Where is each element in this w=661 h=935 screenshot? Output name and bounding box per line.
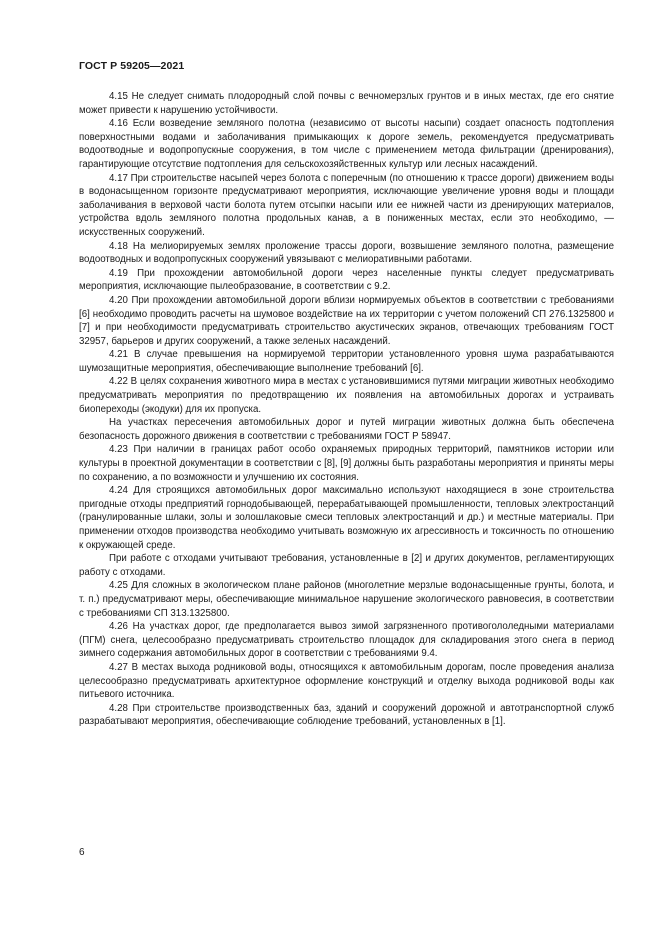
- paragraph-4-22: 4.22 В целях сохранения животного мира в местах с установившимися путями миграции животных необходимо предусматривать мероприятия по предотвращению их появления на автомобильных дорогах и устраивать биопереходы (экодуки) для их пропуска.: [79, 376, 614, 415]
- paragraph-4-26: 4.26 На участках дорог, где предполагается вывоз зимой загрязненного противогололедными материалами (ПГМ) снега, целесообразно предусматривать строительство площадок для складирования этого снега в период зимнего содержания автомобильных дорог в соответствии с требованиями 9.4.: [79, 621, 614, 660]
- paragraph-4-19: 4.19 При прохождении автомобильной дороги через населенные пункты следует предусматривать мероприятия, исключающие пылеобразование, в соответствии с 9.2.: [79, 267, 614, 293]
- paragraph-4-24: 4.24 Для строящихся автомобильных дорог максимально используют находящиеся в зоне строительства пригодные отходы предприятий горнодобывающей, перерабатывающей промышленности, тепловых электростанций (гранулированные шлаки, золы и золошлаковые смеси тепловых электростанций и др.) и местные материалы. При применении отходов производства необходимо учитывать возможную их агрессивность и токсичность по отношению к окружающей среде.: [79, 485, 614, 551]
- paragraph-4-27: 4.27 В местах выхода родниковой воды, относящихся к автомобильным дорогам, после проведения анализа целесообразно предусматривать архитектурное оформление конструкций и отделку выхода родниковой воды как питьевого источника.: [79, 661, 614, 701]
- paragraph-4-23: 4.23 При наличии в границах работ особо охраняемых природных территорий, памятников истории или культуры в проектной документации в соответствии с [8], [9] должны быть разработаны мероприятия и приняты меры по сохранению, а по возможности и улучшению их состояния.: [79, 444, 614, 483]
- paragraph-4-21: 4.21 В случае превышения на нормируемой территории установленного уровня шума разрабатываются шумозащитные мероприятия, обеспечивающие выполнение требований [6].: [79, 349, 614, 374]
- paragraph-4-16: 4.16 Если возведение земляного полотна (независимо от высоты насыпи) создает опасность подтопления поверхностными водами и заболачивания примыкающих к дороге земель, рекомендуется предусматривать водоотводные и водопропускные сооружения, в том числе с применением метода фильтрации (дренирования), гарантирующие отсутствие подтопления для сельскохозяйственных культур или лесных насаждений.: [79, 118, 614, 170]
- paragraph-4-25: 4.25 Для сложных в экологическом плане районов (многолетние мерзлые водонасыщенные грунты, болота, и т. п.) предусматривают меры, обеспечивающие минимальное нарушение экологического равновесия, в соответствии с требованиями СП 313.1325800.: [79, 580, 614, 619]
- paragraph-4-17: 4.17 При строительстве насыпей через болота с поперечным (по отношению к трассе дороги) движением воды в водонасыщенном горизонте предусматривают мероприятия, исключающие увеличение уровня воды и площади заболачивания в верховой части болота путем отсыпки насыпи или ее нижней части из дренирующих материалов, устройства вдоль земляного полотна продольных канав, а в пониженных местах, если это необходимо, — искусственных сооружений.: [79, 172, 614, 238]
- paragraph-4-20: 4.20 При прохождении автомобильной дороги вблизи нормируемых объектов в соответствии с требованиями [6] необходимо проводить расчеты на шумовое воздействие на их территории с учетом положений СП 276.1325800 и [7] и при необходимости предусматривать строительство акустических экранов, отвечающих требованиям ГОСТ 32957, барьеров и других сооружений, а также зеленых насаждений.: [79, 294, 614, 347]
- page-number: 6: [79, 847, 85, 858]
- document-body: [79, 90, 614, 729]
- paragraph-4-18: 4.18 На мелиорируемых землях проложение трассы дороги, возвышение земляного полотна, размещение водоотводных и водопропускных сооружений увязывают с мелиоративными работами.: [79, 240, 614, 266]
- paragraph-4-22-cont: На участках пересечения автомобильных дорог и путей миграции животных должна быть обеспечена безопасность дорожного движения в соответствии с требованиями ГОСТ Р 58947.: [79, 417, 614, 442]
- document-header: ГОСТ Р 59205—2021: [79, 60, 185, 72]
- paragraph-4-24-cont: При работе с отходами учитывают требования, установленные в [2] и других документов, регламентирующих работу с отходами.: [79, 553, 614, 578]
- paragraph-4-28: 4.28 При строительстве производственных баз, зданий и сооружений дорожной и автотранспортной служб разрабатывают мероприятия, обеспечивающие соблюдение требований, установленных в [1].: [79, 702, 614, 728]
- paragraph-4-15: 4.15 Не следует снимать плодородный слой почвы с вечномерзлых грунтов и в иных местах, где его снятие может привести к нарушению устойчивости.: [79, 91, 614, 116]
